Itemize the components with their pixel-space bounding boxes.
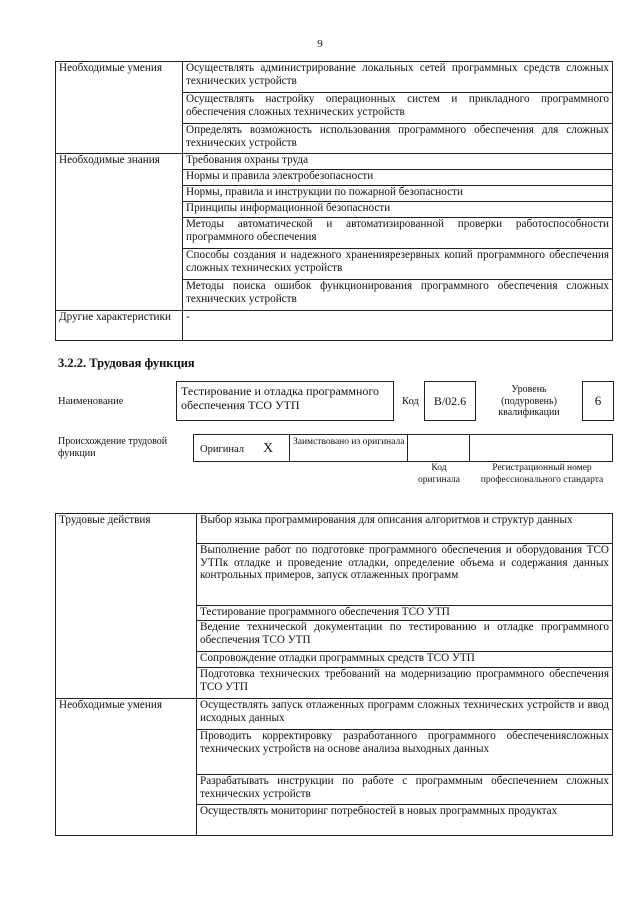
competency-table-1	[55, 61, 613, 341]
name-value-box	[176, 381, 394, 421]
table-cell: Нормы, правила и инструкции по пожарной безопасности	[183, 186, 613, 202]
table-cell: Выполнение работ по подготовке программного обеспечения и оборудования ТСО УТПк отладке и проведение отладки, определение объема и содержания данных контрольных примеров, запуск отлаженных программ	[197, 544, 613, 606]
code-caption: Код оригинала	[418, 463, 460, 485]
table-cell: -	[183, 311, 613, 341]
table-cell: Сопровождение отладки программных средств ТСО УТП	[197, 652, 613, 668]
original-mark: X	[263, 441, 274, 456]
reg-caption: Регистрационный номер профессионального стандарта	[480, 463, 604, 485]
name-label: Наименование	[58, 396, 124, 407]
level-value-box	[582, 381, 614, 421]
table-cell: Тестирование программного обеспечения ТСО УТП	[197, 606, 613, 621]
table-cell: Требования охраны труда	[183, 154, 613, 170]
table-cell: Способы создания и надежного хранениярезервных копий программного обеспечения сложных технических устройств	[183, 249, 613, 280]
row-label-knowledge: Необходимые знания	[56, 154, 183, 311]
table-cell: Осуществлять мониторинг потребностей в новых программных продуктах	[197, 805, 613, 836]
table-cell: Методы поиска ошибок функционирования программного обеспечения сложных технических устройств	[183, 280, 613, 311]
table-cell: Нормы и правила электробезопасности	[183, 170, 613, 186]
table-cell: Методы автоматической и автоматизированной проверки работоспособности программного обеспечения	[183, 218, 613, 249]
borrowed-label: Заимствовано из оригинала	[293, 437, 405, 447]
table-cell: Принципы информационной безопасности	[183, 202, 613, 218]
level-value: 6	[594, 393, 602, 408]
code-value-box	[424, 381, 476, 421]
row-label-skills-2: Необходимые умения	[56, 699, 197, 836]
row-label-other: Другие характеристики	[56, 311, 183, 341]
table-cell: Проводить корректировку разработанного программного обеспечениясложных технических устройств на основе анализа выходных данных	[197, 730, 613, 775]
table-cell: Ведение технической документации по тестированию и отладке программного обеспечения ТСО УТП	[197, 621, 613, 652]
origin-label: Происхождение трудовой функции	[58, 436, 168, 459]
table-cell: Подготовка технических требований на модернизацию программного обеспечения ТСО УТП	[197, 668, 613, 699]
table-cell: Осуществлять запуск отлаженных программ сложных технических устройств и ввод исходных данных	[197, 699, 613, 730]
row-label-actions: Трудовые действия	[56, 514, 197, 699]
table-cell: Разрабатывать инструкции по работе с программным обеспечением сложных технических устройств	[197, 775, 613, 805]
section-title: 3.2.2. Трудовая функция	[58, 356, 195, 370]
table-cell: Осуществлять администрирование локальных сетей программных средств сложных технических устройств	[183, 62, 613, 93]
page-number: 9	[317, 38, 323, 50]
competency-table-2	[55, 513, 613, 836]
code-value: B/02.6	[433, 394, 467, 408]
table-cell: Определять возможность использования программного обеспечения для сложных технических устройств	[183, 124, 613, 154]
table-cell: Осуществлять настройку операционных систем и прикладного программного обеспечения сложных технических устройств	[183, 93, 613, 124]
name-value: Тестирование и отладка программного обеспечения ТСО УТП	[181, 384, 379, 412]
code-label: Код	[402, 396, 419, 407]
table-cell: Выбор языка программирования для описания алгоритмов и структур данных	[197, 514, 613, 544]
original-label: Оригинал	[200, 444, 244, 455]
level-label: Уровень (подуровень) квалификации	[498, 384, 560, 418]
row-label-skills: Необходимые умения	[56, 62, 183, 154]
